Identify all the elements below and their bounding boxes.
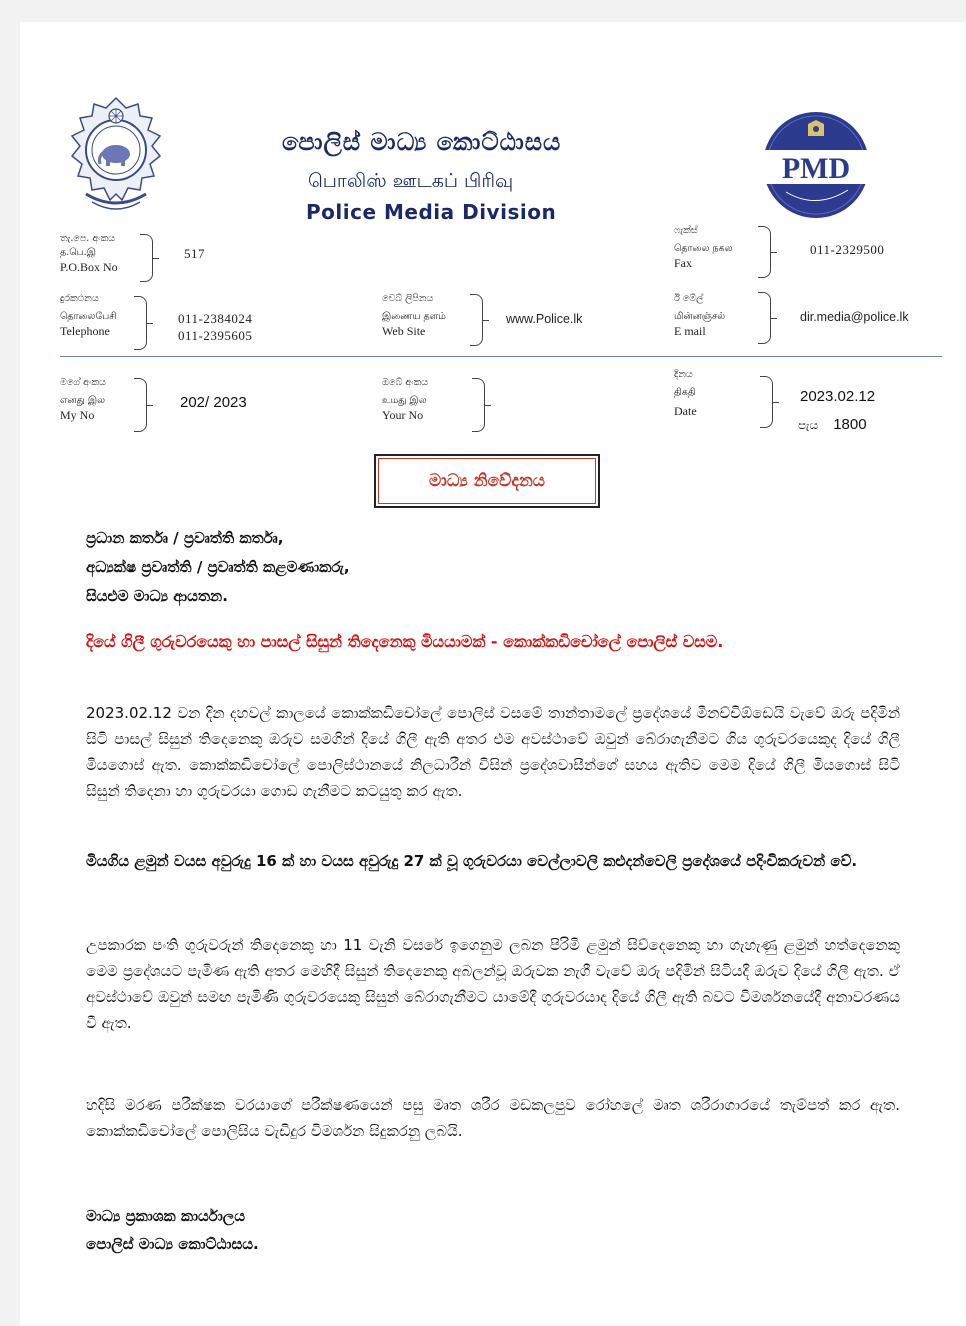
pmd-logo-text: PMD — [781, 152, 851, 185]
signature-line: මාධ්‍ය ප්‍රකාශක කාර්යාලය — [86, 1207, 246, 1225]
website-brace — [470, 294, 483, 346]
body-paragraph-4: හදිසි මරණ පරීක්ෂක වරයාගේ පරීක්ෂණයෙන් පසු මෘත ශරීර මඩකලපුව රෝහලේ මෘත ශරීරාගාරයේ තැම්පත් කර ඇත. කොක්කඩිචෝලේ පොලිසිය වැඩිදුර විමර්ශන සිදුකරනු ලබයි. — [86, 1096, 900, 1140]
time-value: 1800 — [833, 416, 867, 433]
time-row — [798, 414, 867, 433]
title-tamil: பொலிஸ் ஊடகப் பிரிவு — [308, 170, 514, 192]
signature-block — [86, 1202, 259, 1258]
website-link[interactable]: www.Police.lk — [506, 312, 583, 326]
addressees — [86, 524, 350, 611]
body-paragraph-2: මියගිය ළමුන් වයස අවුරුදු 16 ක් හා වයස අවුරුදු 27 ක් වූ ගුරුවරයා වෙල්ලාවලි කළුදන්වෙලි ප්‍රදේශයේ පදිංචිකරුවන් වේ. — [86, 852, 858, 870]
signature-line: පොලිස් මාධ්‍ය කොට්ඨාසය. — [86, 1235, 259, 1253]
body-paragraph-3: උපකාරක පංති ගුරුවරුන් තිදෙනෙකු හා 11 වැනි වසරේ ඉගෙනුම ලබන පිරිමි ළමුන් සිව්දෙනෙකු හා ගැහැණු ළමුන් හත්දෙනෙකු මෙම ප්‍රදේශයට පැමිණ ඇති අතර මෙහිදී සිසුන් තිදෙනෙකු අබලන්වූ ඔරුවක නැගී වැවේ ඔරු පදිමින් සිටියදී ඔරුව දියේ ගිලී ඇත. ඒ අවස්ථාවේ ඔවුන් සමඟ පැමිණි ගුරුවරයෙකු සිසුන් බේරාගැනීමට යාමේදී ගුරුවරයාද දියේ ගිලී ඇති බවට විමර්ශනයේදී අනාවරණය වී ඇත. — [86, 936, 900, 1032]
my-no-value: 202/ 2023 — [180, 394, 247, 411]
your-no-label: ඔබේ අංකය உமது இல Your No — [382, 377, 429, 422]
pobox-label: තැ.පෙ. අංකය த.பெ.இ P.O.Box No — [60, 233, 118, 274]
my-no-label: මගේ අංකය எனது இல My No — [60, 377, 106, 422]
telephone-brace — [134, 296, 147, 350]
my-no-brace — [134, 378, 147, 432]
body-paragraph-1: 2023.02.12 වන දින දහවල් කාලයේ කොක්කඩිචෝලේ පොලිස් වසමේ තාන්තාමලේ ප්‍රදේශයේ මීනච්චිඕඩෙයි වැවේ ඔරු පදිමින් සිටි පාසල් සිසුන් තිදෙනෙකු ඔරුව සමගින් දියේ ගිලී ඇති අතර එම අවස්ථාවේ ඔවුන් බේරාගැනීමට ගිය ගුරුවරයෙකුද දියේ ගිලී මියගොස් ඇත. කොක්කඩිචෝලේ පොලිස්ථානයේ නිලධාරීන් විසින් ප්‍රදේශවාසීන්ගේ සහය ඇතිව මෙම දියේ ගිලී මියගොස් සිටි සිසුන් තිදෙනා හා ගුරුවරයා ගොඩ ගැනීමට කටයුතු කර ඇත. — [86, 704, 900, 800]
time-label: පැය — [798, 418, 819, 432]
your-no-brace — [472, 378, 485, 432]
date-label: දිනය திகதி Date — [674, 369, 697, 418]
media-release-badge: මාධ්‍ය නිවේදනය — [374, 454, 600, 508]
police-emblem-logo — [64, 94, 168, 218]
email-brace — [758, 292, 771, 344]
fax-label: ෆැක්ස් தொலை நகல Fax — [674, 225, 733, 270]
telephone-values: 011-2384024 011-2395605 — [178, 311, 253, 343]
document-page — [20, 22, 966, 1326]
header-divider — [60, 356, 942, 357]
pobox-brace — [140, 234, 153, 282]
pmd-logo — [758, 110, 874, 220]
date-brace — [760, 376, 773, 428]
telephone-label: දුරකථනය தொலைபேசி Telephone — [60, 293, 117, 338]
email-link[interactable]: dir.media@police.lk — [800, 310, 909, 324]
fax-value: 011-2329500 — [810, 242, 885, 257]
title-english: Police Media Division — [306, 200, 557, 224]
email-label: ඊ මේල් மின்னஞ்சல் E mail — [674, 293, 726, 338]
website-label: වෙබ් ලිපිනය இணைய தளம் Web Site — [382, 293, 446, 338]
date-value: 2023.02.12 — [800, 388, 876, 405]
pobox-value: 517 — [184, 246, 205, 261]
addressee-line: සියළුම මාධ්‍ය ආයතන. — [86, 587, 228, 605]
news-headline: දියේ ගිලී ගුරුවරයෙකු හා පාසල් සිසුන් තිදෙනෙකු මියයාමක් - කොක්කඩිචෝලේ පොලිස් වසම. — [86, 632, 724, 651]
title-sinhala: පොලිස් මාධ්‍ය කොට්ඨාසය — [282, 128, 562, 156]
addressee-line: ප්‍රධාන කර්තෘ / ප්‍රවෘත්ති කර්තෘ, — [86, 529, 284, 547]
addressee-line: අධ්‍යක්ෂ ප්‍රවෘත්ති / ප්‍රවෘත්ති කළමණාකරු, — [86, 558, 350, 576]
fax-brace — [758, 226, 771, 278]
